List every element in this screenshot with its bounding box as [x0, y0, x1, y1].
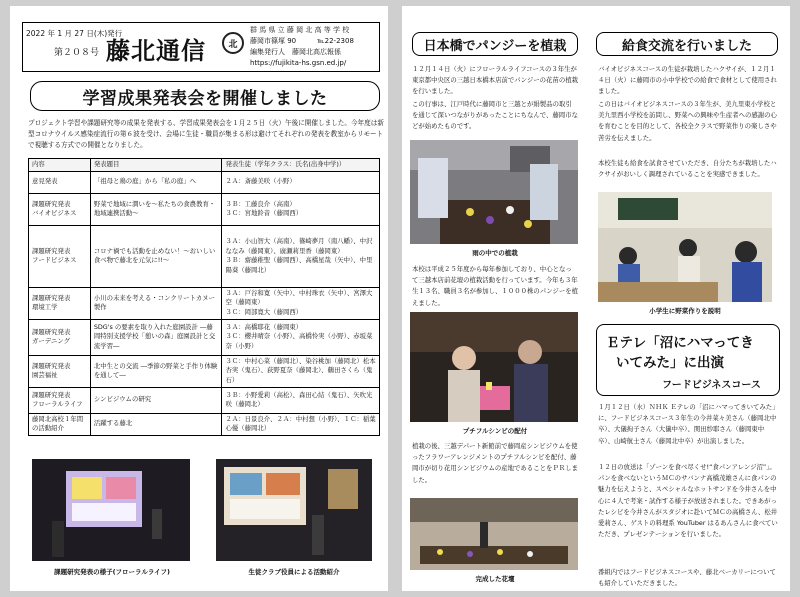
table-row — [29, 355, 380, 387]
school-url[interactable]: https://fujikita-hs.gsn.ed.jp/ — [250, 59, 347, 67]
table-header-row — [29, 159, 380, 172]
table-cell: 課題研究発表 園芸福祉 — [29, 355, 91, 387]
etv-p1: １月１２日（水）ＮＨＫ Ｅテレの「沼にハマってきいてみた」に、フードビジネスコース３年生の今井菜々美さん（藤岡北中卒）、大儀拘子さん（大儀中卒）、関田紗耶さん（藤岡東中卒）、山崎航士さん（藤岡北中卒）が出演しました。 — [598, 403, 779, 445]
pansy-p2: この行事は、江戸時代に藤岡市と三越とが絹製品の取引を通じて深いつながりがあったことにちなんで、藤岡市などが始めたものです。 — [412, 100, 578, 131]
table-cell: 課題研究発表 バイオビジネス — [29, 193, 91, 225]
lunch-title: 給食交流を行いました — [596, 32, 778, 56]
issue-number: 第２０８号 — [54, 48, 100, 58]
newsletter-title: 藤北通信 — [106, 36, 206, 65]
lunch-p1: バイオビジネスコースの生徒が栽培したハクサイが、１２月１４日（火）に藤岡市の小中学校での給食で食材として使用されました。 — [598, 65, 777, 96]
caption-club: 生徒クラブ役員による活動紹介 — [248, 568, 340, 576]
caption-lunch: 小学生に野菜作りを説明 — [649, 307, 721, 315]
table-cell: コロナ禍でも活動を止めない！～おいしい食べ物で藤北を元気に!!～ — [90, 225, 222, 287]
editor-line: 編集発行人 藤岡北高広報係 — [250, 48, 341, 56]
table-header: 内容 — [29, 159, 91, 172]
etv-title-line2: いてみた」に出演 — [616, 355, 724, 371]
school-address: 藤岡市篠塚 90 ℡22-2308 — [250, 37, 354, 45]
table-row — [29, 225, 380, 287]
issue-date: 2022 年 1 月 27 日(木)発行 — [26, 29, 123, 38]
table-cell: SDG's の要素を取り入れた庭園設計 ―藤岡特別支援学校「憩いの森」庭園設計と交流学習― — [90, 319, 222, 355]
pansy-p1: １２月１４日（火）にフローラルライフコースの３年生が東京都中央区の三越日本橋本店前でパンジーの花苗の植栽を行いました。 — [412, 65, 578, 96]
table-cell: 課題研究発表 ガーデニング — [29, 319, 91, 355]
table-cell: ３Ａ：小山智大（高南）、篠崎夢月（南八幡）、中沢ななみ（藤岡東）、廣瀬莉里香（藤岡東） ３Ｂ：齋藤稚聖（藤岡西）、高橋星哉（矢中）、中里陽葵（藤岡北） — [222, 225, 380, 287]
table-row — [29, 171, 380, 193]
caption-floral: 課題研究発表の様子(フローラルライフ) — [54, 568, 170, 576]
etv-p2: １２日の放送は「ゾーンを食べ尽くせ!“食パンアレンジ沼”」。パンを食べないというＭＣのサバンナ高橋茂雄さんに食パンの魅力を伝えようと、スペシャルなホットサンドを今井さんを中心に４人で考案・試作する様子が放送されました。できあがったレシピを今井さんがスタジオに赴いてＭＣの高橋さん、松井愛莉さん、ゲストの料理系 YouTuber はるあんさんに食べていただき、プレゼンテーションを行いました。 — [598, 463, 778, 539]
pansy-p4: 植栽の後、三越デパート新館前で藤岡産シンビジウムを使ったフラワーアレンジメントのプチフルシンビを配付、藤岡市が切り花用シンビジウムの産地であることをＰＲしました。 — [412, 442, 578, 484]
table-cell: シンビジウムの研究 — [90, 387, 222, 413]
table-cell: ３Ａ：高橋耶花（藤岡東） ３Ｃ：櫻井晴奈（小野）、高橋怜実（小野）、赤坂菜奈（小野） — [222, 319, 380, 355]
etv-p3: 番組内ではフードビジネスコースや、藤北ベーカリーについても紹介していただきました。 — [598, 568, 776, 588]
table-cell: 小川の未来を考える・コンクリートカヌー製作 — [90, 287, 222, 319]
table-row — [29, 387, 380, 413]
table-cell: 課題研究発表 フードビジネス — [29, 225, 91, 287]
table-cell: ３Ｃ：中村心菜（藤岡北）、染谷桃加（藤岡北）松本杏実（鬼石）、荻野夏奈（藤岡北）、鶴田さくら（鬼石） — [222, 355, 380, 387]
school-seal-text: 北 — [228, 39, 238, 50]
table-cell: ２Ａ：斎藤美咲（小野） — [222, 171, 380, 193]
lead-paragraph: プロジェクト学習や課題研究等の成果を発表する、学習成果発表会を１月２５日（火）午後に開催しました。今年度は新型コロナウイルス感染症流行の第６波を受け、会場に生徒・職員が集まる形は避けてそれぞれの発表を教室からリモートで視聴する方式での開催となりました。 — [28, 119, 384, 149]
table-row — [29, 413, 380, 435]
lunch-p3: 本校生徒も給食を試食させていただき、自分たちが栽培したハクサイがおいしく調理されていることを実感できました。 — [598, 159, 777, 179]
pansy-p3: 本校は平成２５年度から毎年参加しており、中心となって三越本店前花壇の植栽活動を行っています。今年も３年生１３名、職員３名が参加し、１０００株のパンジーを植えました。 — [412, 265, 578, 307]
table-row — [29, 287, 380, 319]
table-header: 発表題目 — [90, 159, 222, 172]
lunch-p2: この日はバイオビジネスコースの３年生が、美九里東小学校と美九里西小学校を訪問し、野菜への興味や生産者への感謝の心を育むことを目的として、各校全クラスで野菜作りの楽しさや苦労を伝えました。 — [598, 100, 777, 142]
school-name: 群 馬 県 立 藤 岡 北 高 等 学 校 — [250, 26, 350, 34]
photo-club-introduction — [216, 459, 372, 561]
table-cell: ３Ｂ：小野愛莉（高松）、森田心結（鬼石）、矢吹光咲（藤岡北） — [222, 387, 380, 413]
photo-floral-presentation — [32, 459, 190, 561]
caption-cymbidium: プチフルシンビの配付 — [462, 427, 528, 435]
table-cell: 北中生との交流 ―季節の野菜と手作り体験を通して― — [90, 355, 222, 387]
etv-course: フードビジネスコース — [662, 380, 761, 391]
right-page — [402, 6, 790, 591]
caption-flowerbed: 完成した花壇 — [475, 575, 515, 583]
left-page — [10, 6, 388, 591]
photo-completed-flowerbed — [410, 498, 578, 570]
table-row — [29, 193, 380, 225]
etv-title-line1: Ｅテレ「沼にハマってき — [606, 335, 754, 351]
photo-planting-rain — [410, 140, 578, 244]
table-header: 発表生徒（学年クラス：氏名(出身中学)） — [222, 159, 380, 172]
main-headline: 学習成果発表会を開催しました — [30, 81, 380, 111]
school-seal-icon — [222, 32, 244, 54]
table-cell: 課題研究発表 環境工学 — [29, 287, 91, 319]
pansy-title: 日本橋でパンジーを植栽 — [412, 32, 578, 56]
photo-lunch-exchange — [598, 192, 772, 302]
table-cell: ３Ａ：戸谷和寛（矢中）、中村珠衣（矢中）、宮澤大空（藤岡東） ３Ｃ：岡部寛大（藤岡西） — [222, 287, 380, 319]
table-cell: 「祖母と鶏の庭」から「私の庭」へ — [90, 171, 222, 193]
table-cell: ２Ａ：日景良介、２Ａ：中村想（小野）、１Ｃ：稲葉心優（藤岡北） — [222, 413, 380, 435]
table-cell: 活躍する藤北 — [90, 413, 222, 435]
photo-cymbidium-distribution — [410, 312, 578, 422]
table-cell: 意見発表 — [29, 171, 91, 193]
table-cell: ３Ｂ：工藤良介（高南） ３Ｃ：宮地鈴音（藤岡西） — [222, 193, 380, 225]
table-row — [29, 319, 380, 355]
table-cell: 藤岡北高校１年間の活動紹介 — [29, 413, 91, 435]
table-cell: 野菜で地域に潤いを～私たちの食農教育・地域連携活動～ — [90, 193, 222, 225]
program-table — [28, 158, 380, 436]
caption-planting: 雨の中での植栽 — [472, 249, 518, 257]
table-cell: 課題研究発表 フローラルライフ — [29, 387, 91, 413]
